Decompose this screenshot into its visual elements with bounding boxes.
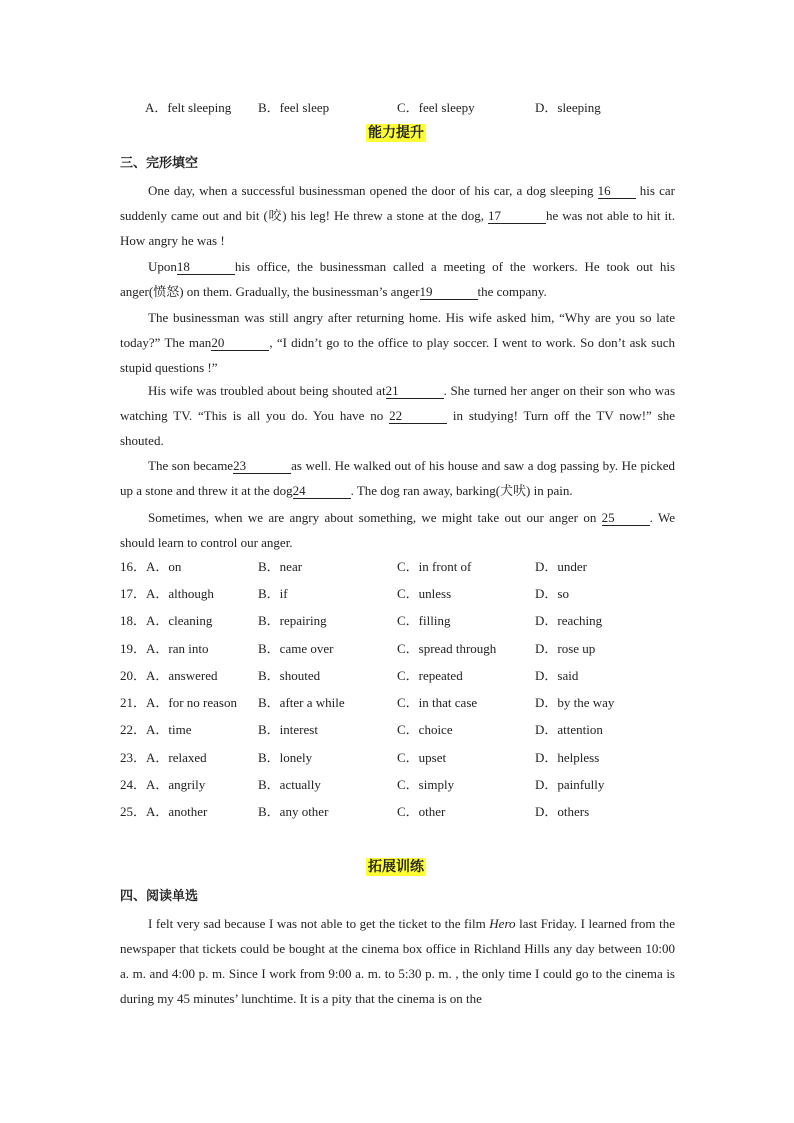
- cloze-paragraph-6: Sometimes, when we are angry about something, we might take out our anger on 25 . We should learn to control our anger.: [120, 510, 675, 550]
- option-b[interactable]: B．actually: [258, 777, 321, 792]
- question-20-options: [120, 668, 680, 684]
- cloze-paragraph-2: Upon18 his office, the businessman called a meeting of the workers. He took out his anger(愤怒) on them. Gradually, the businessman’s anger19 the company.: [120, 259, 675, 299]
- option-d[interactable]: D．attention: [535, 722, 603, 737]
- option-a[interactable]: 19．A．ran into: [120, 641, 209, 656]
- option-a[interactable]: 25．A．another: [120, 804, 208, 819]
- previous-question-options: [145, 97, 665, 113]
- option-d[interactable]: D．helpless: [535, 750, 600, 765]
- film-title: Hero: [489, 916, 516, 931]
- blank-21[interactable]: 21: [386, 383, 444, 399]
- option-b[interactable]: B．feel sleep: [258, 100, 330, 115]
- question-16-options: [120, 559, 680, 575]
- option-c[interactable]: C．choice: [397, 722, 453, 737]
- question-21-options: [120, 695, 680, 711]
- option-a[interactable]: 22．A．time: [120, 722, 192, 737]
- option-b[interactable]: B．repairing: [258, 613, 327, 628]
- option-a[interactable]: 24．A．angrily: [120, 777, 206, 792]
- option-a[interactable]: 17．A．although: [120, 586, 214, 601]
- cloze-paragraph-1: One day, when a successful businessman opened the door of his car, a dog sleeping 16 his car suddenly came out and bit (咬) his leg! He threw a stone at the dog, 17 he was not able to hit it. How angry he was !: [120, 183, 676, 248]
- question-19-options: [120, 641, 680, 657]
- option-d[interactable]: D．rose up: [535, 641, 596, 656]
- option-c[interactable]: C．simply: [397, 777, 455, 792]
- option-c[interactable]: C．filling: [397, 613, 451, 628]
- option-a[interactable]: 18．A．cleaning: [120, 613, 213, 628]
- blank-18[interactable]: 18: [177, 259, 235, 275]
- option-d[interactable]: D．others: [535, 804, 590, 819]
- blank-24[interactable]: 24: [293, 483, 351, 499]
- option-d[interactable]: D．by the way: [535, 695, 615, 710]
- section-heading-extend: 拓展训练: [368, 859, 424, 875]
- option-c[interactable]: C．repeated: [397, 668, 463, 683]
- section4-title: 四、阅读单选: [120, 889, 199, 904]
- option-c[interactable]: C．spread through: [397, 641, 497, 656]
- option-b[interactable]: B．came over: [258, 641, 334, 656]
- option-c[interactable]: C．other: [397, 804, 446, 819]
- option-d[interactable]: D．so: [535, 586, 569, 601]
- question-25-options: [120, 804, 680, 820]
- reading-passage: I felt very sad because I was not able to get the ticket to the film Hero last Friday. I learned from the newspaper that tickets could be bought at the cinema box office in Richland Hills any day between 10:00 a. m. and 4:00 p. m. Since I work from 9:00 a. m. to 5:30 p. m. , the only time I could go to the cinema is during my 45 minutes’ lunchtime. It is a pity that the cinema is on the: [120, 916, 675, 1006]
- option-c[interactable]: C．upset: [397, 750, 447, 765]
- option-c[interactable]: C．feel sleepy: [397, 100, 475, 115]
- blank-16[interactable]: 16: [598, 183, 636, 199]
- option-b[interactable]: B．near: [258, 559, 303, 574]
- option-d[interactable]: D．sleeping: [535, 100, 601, 115]
- cloze-paragraph-3: The businessman was still angry after returning home. His wife asked him, “Why are you so late today?” The man20 , “I didn’t go to the office to play soccer. I went to work. So don’t ask such stupid questions !”: [120, 310, 676, 375]
- blank-25[interactable]: 25: [602, 510, 650, 526]
- option-a[interactable]: 23．A．relaxed: [120, 750, 207, 765]
- option-b[interactable]: B．if: [258, 586, 288, 601]
- cloze-paragraph-5: The son became23 as well. He walked out of his house and saw a dog passing by. He picked up a stone and threw it at the dog24 . The dog ran away, barking(犬吠) in pain.: [120, 458, 675, 498]
- option-b[interactable]: B．any other: [258, 804, 329, 819]
- option-b[interactable]: B．lonely: [258, 750, 313, 765]
- option-c[interactable]: C．in that case: [397, 695, 478, 710]
- option-d[interactable]: D．said: [535, 668, 579, 683]
- option-a[interactable]: 21．A．for no reason: [120, 695, 237, 710]
- cloze-paragraph-4: His wife was troubled about being shouted at21 . She turned her anger on their son who was watching TV. “This is all you do. You have no 22 in studying! Turn off the TV now!” she shouted.: [120, 383, 675, 448]
- option-d[interactable]: D．reaching: [535, 613, 603, 628]
- section-heading-ability: 能力提升: [368, 125, 424, 141]
- section3-title: 三、完形填空: [120, 156, 199, 171]
- question-23-options: [120, 750, 680, 766]
- blank-19[interactable]: 19: [420, 284, 478, 300]
- question-17-options: [120, 586, 680, 602]
- blank-23[interactable]: 23: [233, 458, 291, 474]
- option-c[interactable]: C．in front of: [397, 559, 472, 574]
- option-a[interactable]: 16．A．on: [120, 559, 182, 574]
- blank-20[interactable]: 20: [211, 335, 269, 351]
- option-b[interactable]: B．after a while: [258, 695, 345, 710]
- blank-17[interactable]: 17: [488, 208, 546, 224]
- question-24-options: [120, 777, 680, 793]
- option-b[interactable]: B．shouted: [258, 668, 321, 683]
- blank-22[interactable]: 22: [389, 408, 447, 424]
- option-d[interactable]: D．painfully: [535, 777, 605, 792]
- option-a[interactable]: A．felt sleeping: [145, 100, 232, 115]
- question-18-options: [120, 613, 680, 629]
- option-b[interactable]: B．interest: [258, 722, 318, 737]
- option-c[interactable]: C．unless: [397, 586, 452, 601]
- option-d[interactable]: D．under: [535, 559, 587, 574]
- option-a[interactable]: 20．A．answered: [120, 668, 218, 683]
- question-22-options: [120, 722, 680, 738]
